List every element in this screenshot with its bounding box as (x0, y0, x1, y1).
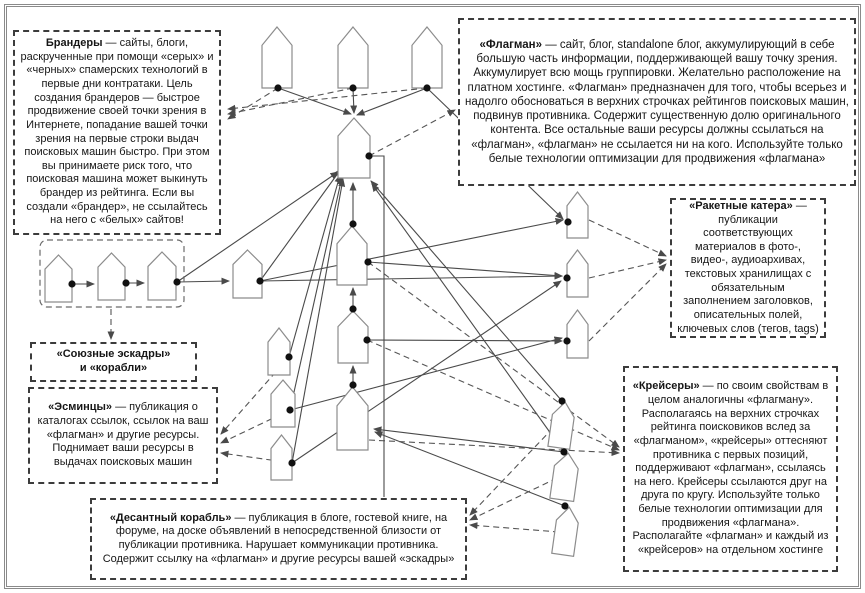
ship-rocket-3 (567, 310, 588, 358)
ship-esminets-3 (271, 435, 292, 480)
ship-brander-1 (262, 27, 292, 88)
ship-brander-2 (338, 27, 368, 88)
link-node-dot (563, 274, 570, 281)
branders-title: Брандеры (45, 37, 103, 50)
link-node-dot (349, 84, 356, 91)
link-arrow (372, 184, 564, 452)
esmintsy-title: «Эсминцы» (48, 401, 113, 414)
label-connector-dashed (228, 88, 278, 119)
ship-rocket-1 (567, 192, 588, 238)
ship-brander-3 (412, 27, 442, 88)
link-arrow (290, 177, 342, 410)
label-connector-dashed (589, 220, 666, 256)
ship-cruiser-2 (338, 311, 368, 363)
link-arrow (368, 262, 562, 276)
link-arrow (374, 429, 564, 452)
link-node-dot (274, 84, 281, 91)
ship-flagman (338, 118, 370, 178)
label-connector-dashed (470, 478, 557, 520)
link-node-dot (349, 381, 356, 388)
link-arrow (375, 432, 565, 506)
allied-title-line2: и «корабли» (79, 362, 148, 374)
ship-rocket-2 (567, 250, 588, 297)
cruisers-title: «Крейсеры» (632, 380, 700, 393)
branders-body: — сайты, блоги, раскрученные при помощи «серых» и «черных» спамерских технологий в первые дни контратаки. Цель создания брандеров — быстрое продвижение своей точки зрения в Интернете, попадание вашей точки зрения на первые строки выдач поисковых машин быстро. При этом вы принимаете риск того, что поисковая машина может выкинуть брандер из рейтинга. Если вы создали «брандер», не ссылайтесь на него с «белых» сайтов! (20, 37, 214, 227)
ship-landing-2 (550, 452, 580, 502)
allied-squadrons-label-box (30, 342, 197, 382)
ship-esminets-2 (271, 380, 295, 427)
esmintsy-body: — публикация о каталогах ссылок, ссылок на ваш «флагман» и другие ресурсы. Поднимает ваши ресурсы в выдачах поисковых машин (37, 401, 209, 468)
landing-ship-label-box (90, 498, 467, 580)
link-node-dot (122, 279, 129, 286)
esmintsy-label-box (28, 387, 218, 484)
ship-allied-4 (233, 250, 262, 298)
link-arrow (353, 88, 354, 113)
link-node-dot (349, 220, 356, 227)
ship-allied-1 (45, 255, 72, 302)
link-node-dot (256, 277, 263, 284)
link-node-dot (349, 305, 356, 312)
ship-esminets-1 (268, 328, 290, 375)
flagman-label-box (458, 18, 856, 186)
ship-allied-2 (98, 253, 125, 300)
label-connector-dashed (369, 440, 619, 453)
ship-allied-3 (148, 252, 176, 300)
landing-ship-title: «Десантный корабль» (109, 511, 232, 524)
link-arrow (260, 276, 562, 281)
link-arrow (260, 220, 563, 281)
rocket-boats-title: «Ракетные катера» (689, 199, 793, 212)
ship-landing-1 (548, 401, 576, 450)
ship-cruiser-1 (337, 226, 367, 285)
link-node-dot (286, 406, 293, 413)
label-connector-dashed (470, 428, 553, 515)
flagman-title: «Флагман» (479, 38, 543, 51)
link-node-dot (423, 84, 430, 91)
link-node-dot (285, 353, 292, 360)
link-node-dot (363, 336, 370, 343)
link-node-dot (288, 459, 295, 466)
link-node-dot (558, 397, 565, 404)
label-connector-dashed (369, 110, 455, 156)
rocket-boats-label-box (670, 198, 826, 338)
cruisers-body: — по своим свойствам в целом аналогичны «флагману». Располагаясь на верхних строчках рейтинга поисковиков вслед за «флагманом», «крейсеры» оттесняют противника с первых позиций, поддерживают «флагман», ссылаясь на него. Крейсеры ссылаются друг на друга по кругу. Используйте только белые технологии оптимизации для продвижения «флагмана». Располагайте «флагман» и каждый из «крейсеров» на отдельном хостинге (632, 380, 829, 556)
ship-landing-3 (552, 506, 580, 557)
link-node-dot (560, 448, 567, 455)
link-node-dot (364, 258, 371, 265)
link-node-dot (561, 502, 568, 509)
link-arrow (177, 281, 229, 282)
branders-label-box (13, 30, 221, 235)
link-arrow (260, 169, 341, 281)
link-node-dot (563, 337, 570, 344)
flagman-down-connector (369, 156, 384, 497)
link-arrow (290, 338, 562, 410)
link-node-dot (564, 218, 571, 225)
rocket-boats-body: — публикации соответствующих материалов в фото-, видео-, аудиоархивах, текстовых хранилищах с обязательным заполнением заголовков, описательных полей, ключевых слов (тегов, tags) (677, 199, 819, 335)
allied-title-line1: «Союзные эскадры» (56, 348, 171, 361)
link-arrow (371, 181, 562, 401)
cruisers-label-box (623, 366, 838, 572)
link-node-dot (68, 280, 75, 287)
landing-ship-body: — публикация в блоге, гостевой книге, на форуме, на доске объявлений в непосредственной близости от публикации противника. Нарушает коммуникации противника. Содержит ссылку на «флагман» и другие ресурсы вашей «эскадры» (102, 511, 455, 565)
link-arrow (367, 340, 562, 341)
link-node-dot (365, 152, 372, 159)
flagman-body: — сайт, блог, standalone блог, аккумулирующий в себе большую часть информации, поддерживающей вашу точку зрения. Аккумулирует всю мощь группировки. Желательно расположение на платном хостинге. «Флагман» предназначен для того, чтобы всерьез и надолго обосноваться в верхних строчках рейтингов поисковых машин, подвинув противника. Содержит существенную долю оригинального контента. Все остальные ваши ресурсы должны ссылаться на «флагман», «флагман» не ссылается ни на кого. Используйте только белые технологии оптимизации для продвижения «флагмана» (465, 38, 849, 165)
label-connector-dashed (470, 525, 559, 532)
link-node-dot (173, 278, 180, 285)
